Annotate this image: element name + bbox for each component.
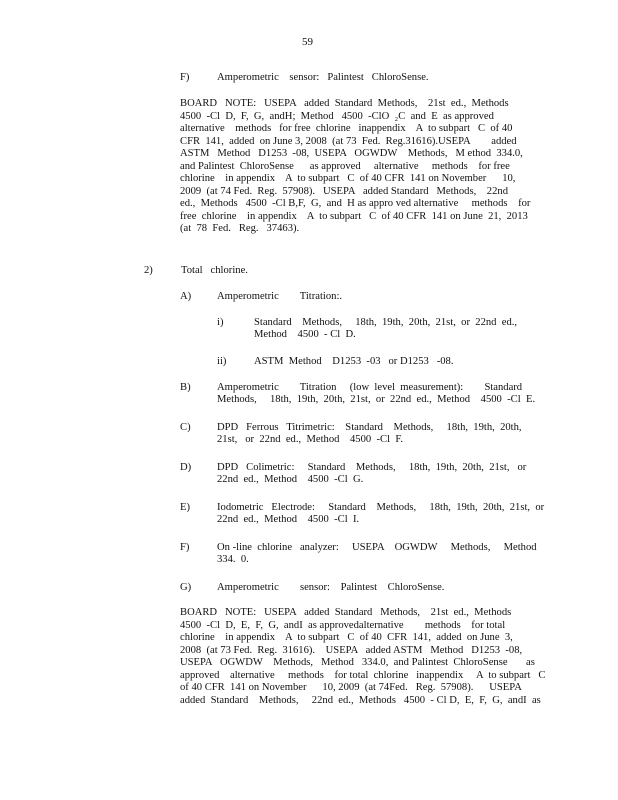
list-item-e — [180, 502, 544, 526]
list-item-label: C) — [180, 422, 191, 433]
list-item-line: DPD Colimetric: Standard Methods, 18th, 19th, 20th, 21st, or — [217, 462, 527, 473]
list-item-text — [217, 542, 537, 566]
list-item-label: ii) — [217, 356, 227, 367]
list-item-label: B) — [180, 382, 191, 393]
page-number: 59 — [302, 36, 313, 48]
list-item-text: Amperometric sensor: Palintest ChloroSense. — [217, 582, 445, 593]
list-item-text — [217, 382, 535, 406]
list-item-line: On -line chlorine analyzer: USEPA OGWDW Methods, Method — [217, 542, 537, 553]
list-item-text — [217, 462, 526, 486]
list-item-line: 334. 0. — [217, 554, 249, 565]
board-note-line: ed., Methods 4500 -Cl B,F, G, and H as appro ved alternative methods for — [180, 198, 531, 209]
section-title: Total chlorine. — [181, 265, 248, 276]
list-item-line: Amperometric Titration (low level measurement): Standard — [217, 382, 523, 393]
board-note-line: 4500 -Cl D, E, F, G, andI as approvedalternative methods for total — [180, 619, 506, 631]
board-note-line: (at 78 Fed. Reg. 37463). — [180, 223, 300, 234]
list-item-label: F) — [180, 542, 190, 553]
board-note-line: and Palintest ChloroSense as approved alternative methods for free — [180, 160, 510, 172]
list-item-text — [217, 502, 544, 526]
list-item-line: Methods, 18th, 19th, 20th, 21st, or 22nd ed., Method 4500 -Cl E. — [217, 394, 536, 405]
list-item-text — [254, 317, 517, 341]
board-note-1 — [180, 98, 530, 236]
list-item-text: ASTM Method D1253 -03 or D1253 -08. — [254, 356, 454, 367]
list-item-line: 22nd ed., Method 4500 -Cl I. — [217, 514, 360, 525]
board-note-line: ASTM Method D1253 -08, USEPA OGWDW Methods, M ethod 334.0, — [180, 148, 523, 159]
list-item-c — [180, 422, 522, 446]
list-item-line: DPD Ferrous Titrimetric: Standard Methods, 18th, 19th, 20th, — [217, 422, 522, 433]
board-note-line: CFR 141, added on June 3, 2008 (at 73 Fed. Reg.31616).USEPA added — [180, 135, 517, 147]
board-note-line: 2008 (at 73 Fed. Reg. 31616). USEPA added ASTM Method D1253 -08, — [180, 644, 523, 656]
list-item-label: E) — [180, 502, 190, 513]
list-item-line: Iodometric Electrode: Standard Methods, 18th, 19th, 20th, 21st, or — [217, 502, 545, 513]
list-item-text — [217, 422, 522, 446]
list-item-a-i — [217, 317, 517, 341]
list-item-line: Method 4500 - Cl D. — [254, 329, 356, 340]
list-item-b — [180, 382, 535, 406]
board-note-line: 2009 (at 74 Fed. Reg. 57908). USEPA added Standard Methods, 22nd — [180, 185, 508, 197]
list-item-line: 22nd ed., Method 4500 -Cl G. — [217, 474, 364, 485]
list-item-label: D) — [180, 462, 192, 473]
board-note-line: of 40 CFR 141 on November 10, 2009 (at 74Fed. Reg. 57908). USEPA — [180, 682, 522, 693]
board-note-line: alternative methods for free chlorine inappendix A to subpart C of 40 — [180, 123, 513, 134]
board-note-line: BOARD NOTE: USEPA added Standard Methods, 21st ed., Methods — [180, 607, 512, 618]
list-item-label: G) — [180, 582, 192, 593]
list-item-a — [180, 291, 342, 303]
board-note-line: chlorine in appendix A to subpart C of 40 CFR 141, added on June 3, — [180, 632, 513, 643]
section-label: 2) — [144, 265, 153, 276]
board-note-2 — [180, 607, 545, 707]
list-item-label: A) — [180, 291, 192, 302]
board-note-line: 4500 -Cl D, F, G, andH; Method 4500 -ClO ₂C and E as approved — [180, 110, 494, 122]
list-item-line: 21st, or 22nd ed., Method 4500 -Cl F. — [217, 434, 404, 445]
list-item-f — [180, 542, 537, 566]
board-note-line: BOARD NOTE: USEPA added Standard Methods, 21st ed., Methods — [180, 98, 509, 109]
list-item-label: F) — [180, 72, 190, 83]
list-item-f-top — [180, 72, 429, 84]
list-item-d — [180, 462, 526, 486]
list-item-text: Amperometric sensor: Palintest ChloroSense. — [217, 72, 429, 83]
board-note-line: added Standard Methods, 22nd ed., Methods 4500 - Cl D, E, F, G, andI as — [180, 694, 541, 706]
list-item-g — [180, 582, 444, 594]
section-2-heading — [144, 265, 248, 277]
list-item-a-ii — [217, 356, 454, 368]
list-item-line: Standard Methods, 18th, 19th, 20th, 21st, or 22nd ed., — [254, 317, 518, 328]
board-note-line: chlorine in appendix A to subpart C of 40 CFR 141 on November 10, — [180, 173, 516, 184]
board-note-line: approved alternative methods for total chlorine inappendix A to subpart C — [180, 669, 546, 681]
list-item-text: Amperometric Titration:. — [217, 291, 343, 302]
board-note-line: USEPA OGWDW Methods, Method 334.0, and Palintest ChloroSense as — [180, 657, 535, 668]
list-item-label: i) — [217, 317, 224, 328]
board-note-line: free chlorine in appendix A to subpart C of 40 CFR 141 on June 21, 2013 — [180, 210, 528, 222]
